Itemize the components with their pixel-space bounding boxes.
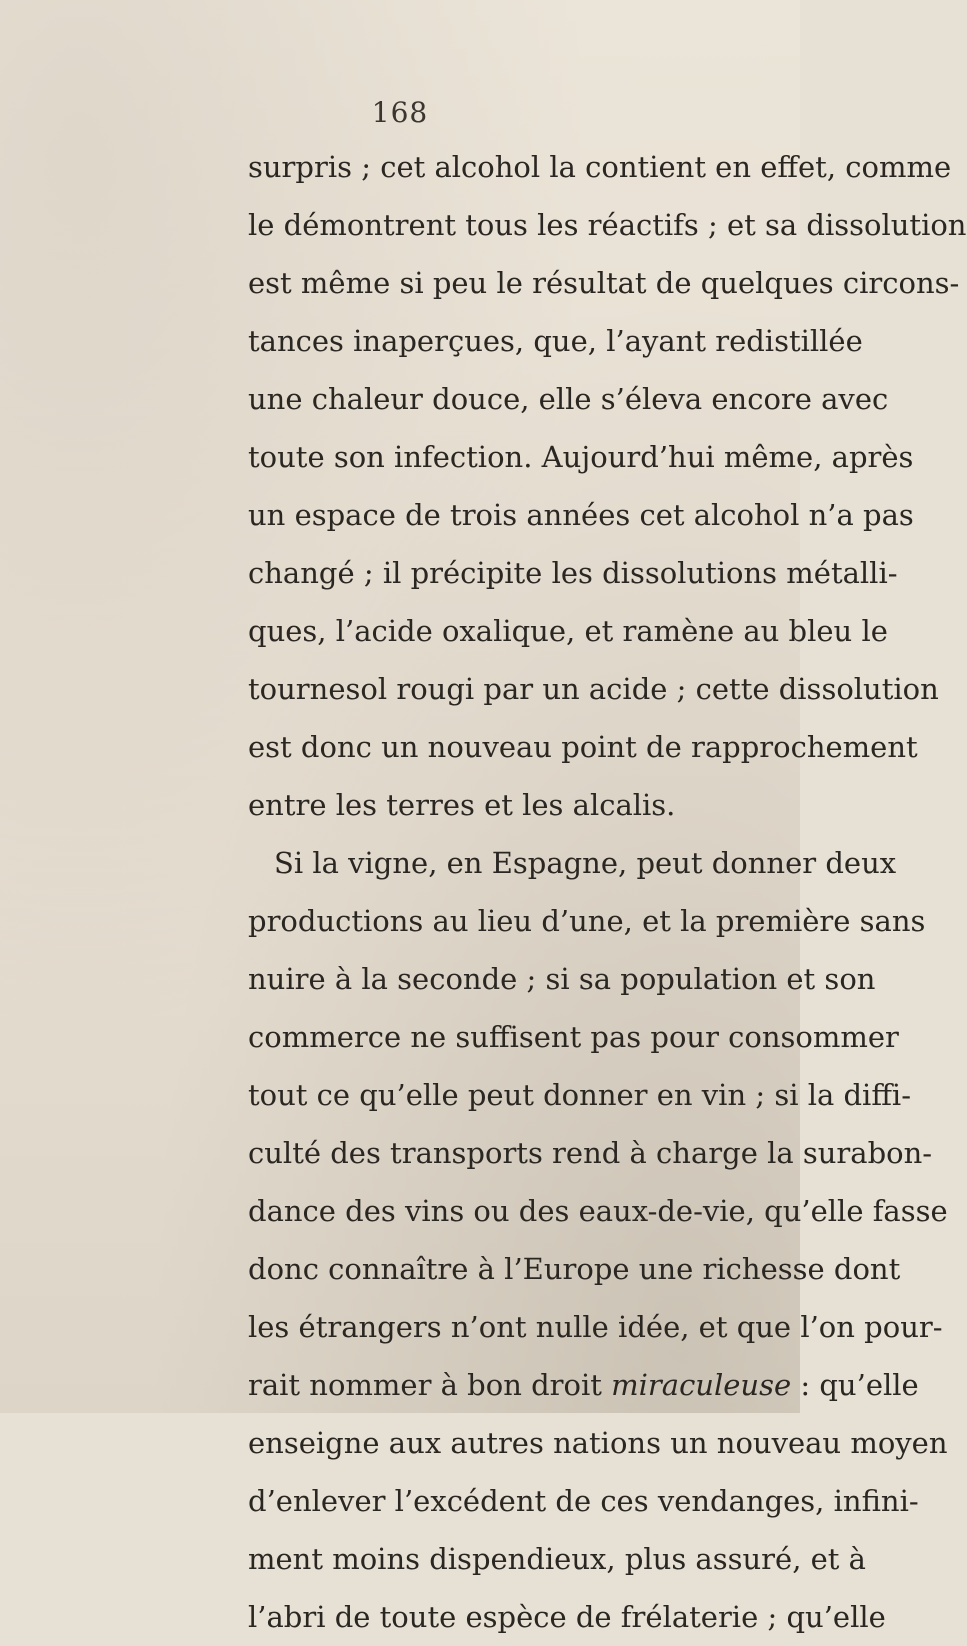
text-line-4: tances inaperçues, que, l’ayant redistillée <box>248 324 863 358</box>
text-line-7: un espace de trois années cet alcohol n’a pas <box>248 498 914 532</box>
page-number: 168 <box>371 96 429 129</box>
text-line-24: d’enlever l’excédent de ces vendanges, infini- <box>248 1484 919 1518</box>
text-line-22 <box>248 1356 919 1414</box>
text-line-15: nuire à la seconde ; si sa population et son <box>248 962 876 996</box>
text-line-12: entre les terres et les alcalis. <box>248 788 676 822</box>
text-line-13: Si la vigne, en Espagne, peut donner deux <box>274 846 897 880</box>
italic-word: miraculeuse <box>611 1368 792 1402</box>
text-line-17: tout ce qu’elle peut donner en vin ; si la diffi- <box>248 1078 912 1112</box>
text-line-10: tournesol rougi par un acide ; cette dissolution <box>248 672 939 706</box>
body-text <box>248 138 967 1646</box>
text-line-19: dance des vins ou des eaux-de-vie, qu’elle fasse <box>248 1194 948 1228</box>
text-line-14: productions au lieu d’une, et la première sans <box>248 904 926 938</box>
text-line-16: commerce ne suffisent pas pour consommer <box>248 1020 899 1054</box>
text-line-8: changé ; il précipite les dissolutions métalli- <box>248 556 898 590</box>
text-line-1: surpris ; cet alcohol la contient en effet, comme <box>248 150 952 184</box>
text-line-20: donc connaître à l’Europe une richesse dont <box>248 1252 901 1286</box>
text-line-11: est donc un nouveau point de rapprochement <box>248 730 918 764</box>
text-line-3: est même si peu le résultat de quelques circons- <box>248 266 960 300</box>
text-line-26: l’abri de toute espèce de frélaterie ; qu’elle <box>248 1600 886 1634</box>
text-line-6: toute son infection. Aujourd’hui même, après <box>248 440 914 474</box>
text-line-21: les étrangers n’ont nulle idée, et que l’on pour- <box>248 1310 943 1344</box>
text-line-22-after: : qu’elle <box>791 1368 919 1402</box>
text-line-9: ques, l’acide oxalique, et ramène au bleu le <box>248 614 888 648</box>
text-line-18: culté des transports rend à charge la surabon- <box>248 1136 933 1170</box>
text-line-25: ment moins dispendieux, plus assuré, et à <box>248 1542 866 1576</box>
text-line-23: enseigne aux autres nations un nouveau moyen <box>248 1426 948 1460</box>
text-line-5: une chaleur douce, elle s’éleva encore avec <box>248 382 889 416</box>
text-line-22-before: rait nommer à bon droit <box>248 1368 612 1402</box>
text-line-2: le démontrent tous les réactifs ; et sa dissolution <box>248 208 967 242</box>
